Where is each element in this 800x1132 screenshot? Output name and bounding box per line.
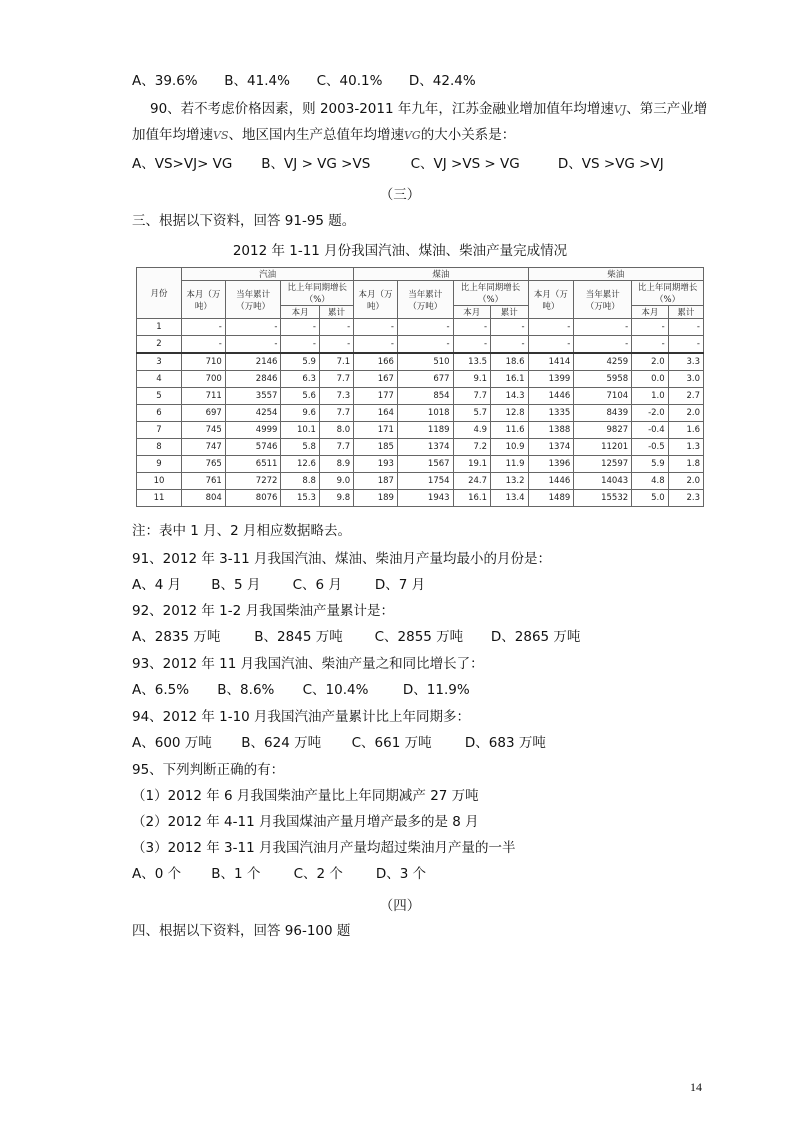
kerosene-growth-cumulative-cell: 13.2 [491,473,528,490]
q90-text-e: 的大小关系是： [420,127,516,143]
table-row [137,353,704,371]
q92-option-a: A、2835 万吨 [132,629,221,645]
q92-question: 92、2012 年 1-2 月我国柴油产量累计是： [132,603,394,619]
gasoline-growth-month-cell: 5.9 [281,353,320,371]
diesel-month-cell: - [528,319,574,336]
gasoline-growth-cumulative-cell: - [319,335,353,353]
kerosene-growth-cumulative-cell: 11.6 [491,422,528,439]
gasoline-growth-month-cell: 8.8 [281,473,320,490]
kerosene-cumulative-cell: 854 [397,388,453,405]
month-cell: 9 [137,456,182,473]
gasoline-growth-month-header: 本月 [281,306,320,319]
gasoline-month-cell: 761 [182,473,226,490]
diesel-cumulative-cell: 12597 [574,456,632,473]
kerosene-month-cell: 167 [354,371,398,388]
table-row [137,489,704,506]
gasoline-growth-month-cell: - [281,319,320,336]
q94-option-c: C、661 万吨 [351,735,432,751]
q90-question-line2 [132,126,515,145]
diesel-growth-month-cell: 4.8 [632,473,669,490]
q93-option-b: B、8.6% [217,682,275,698]
month-cell: 1 [137,319,182,336]
gasoline-growth-cumulative-header: 累计 [319,306,353,319]
gasoline-month-cell: - [182,319,226,336]
diesel-month-cell: 1374 [528,439,574,456]
kerosene-month-cell: 166 [354,353,398,371]
kerosene-growth-cumulative-cell: - [491,319,528,336]
kerosene-growth-month-cell: 7.7 [453,388,490,405]
kerosene-growth-month-cell: 9.1 [453,371,490,388]
kerosene-month-cell: 187 [354,473,398,490]
gasoline-cumulative-cell: 4999 [225,422,281,439]
month-cell: 11 [137,489,182,506]
section3-intro: 三、根据以下资料，回答 91-95 题。 [132,213,356,229]
gasoline-growth-month-cell: 10.1 [281,422,320,439]
q93-options [132,681,470,699]
kerosene-cumulative-cell: 1567 [397,456,453,473]
diesel-month-cell: 1414 [528,353,574,371]
month-cell: 7 [137,422,182,439]
q90-text-c: 加值年均增速 [132,127,213,143]
q91-option-d: D、7 月 [374,577,426,593]
diesel-cumulative-cell: 8439 [574,405,632,422]
gasoline-growth-cumulative-cell: 7.7 [319,439,353,456]
diesel-month-cell: 1489 [528,489,574,506]
kerosene-cumulative-cell: - [397,335,453,353]
kerosene-growth-cumulative-cell: 16.1 [491,371,528,388]
production-table [136,267,704,507]
diesel-growth-month-cell: 5.9 [632,456,669,473]
gasoline-month-cell: 710 [182,353,226,371]
diesel-growth-month-cell: - [632,335,669,353]
diesel-cumulative-cell: 11201 [574,439,632,456]
vj-symbol: VJ [613,103,627,116]
month-cell: 8 [137,439,182,456]
kerosene-month-cell: 177 [354,388,398,405]
kerosene-cumulative-cell: 1189 [397,422,453,439]
table-row [137,439,704,456]
kerosene-growth-month-cell: 19.1 [453,456,490,473]
diesel-month-cell: 1446 [528,388,574,405]
gasoline-growth-cumulative-cell: 9.8 [319,489,353,506]
gasoline-cumulative-cell: - [225,319,281,336]
kerosene-growth-cumulative-cell: 18.6 [491,353,528,371]
q89-option-b: B、41.4% [224,73,290,89]
q90-option-b: B、VJ > VG >VS [261,156,371,172]
diesel-growth-cumulative-cell: 2.0 [668,473,703,490]
kerosene-growth-cumulative-header: 累计 [491,306,528,319]
diesel-cumulative-cell: - [574,319,632,336]
diesel-growth-month-cell: 2.0 [632,353,669,371]
gasoline-month-cell: 700 [182,371,226,388]
diesel-cumulative-cell: - [574,335,632,353]
diesel-growth-cumulative-cell: 3.3 [668,353,703,371]
kerosene-month-output-header: 本月（万吨） [354,281,398,319]
q91-options [132,576,425,594]
q95-question: 95、下列判断正确的有： [132,762,285,778]
diesel-month-cell: - [528,335,574,353]
gasoline-growth-cumulative-cell: 7.1 [319,353,353,371]
q90-text-d: 、地区国内生产总值年均增速 [228,127,404,143]
diesel-growth-month-cell: - [632,319,669,336]
q95-statement-2: （2）2012 年 4-11 月我国煤油产量月增产最多的是 8 月 [132,814,479,830]
table-row [137,456,704,473]
gasoline-growth-month-cell: 9.6 [281,405,320,422]
diesel-growth-month-cell: -0.4 [632,422,669,439]
q90-options [132,155,664,173]
gasoline-growth-cumulative-cell: - [319,319,353,336]
vs-symbol: VS [213,129,229,142]
diesel-month-output-header: 本月（万吨） [528,281,574,319]
kerosene-month-cell: - [354,319,398,336]
month-cell: 10 [137,473,182,490]
gasoline-month-cell: - [182,335,226,353]
gasoline-growth-month-cell: 5.6 [281,388,320,405]
q91-question: 91、2012 年 3-11 月我国汽油、煤油、柴油月产量均最小的月份是： [132,551,552,567]
kerosene-month-cell: 185 [354,439,398,456]
q95-option-b: B、1 个 [211,866,261,882]
kerosene-growth-cumulative-cell: 11.9 [491,456,528,473]
kerosene-month-cell: 189 [354,489,398,506]
diesel-growth-month-cell: 5.0 [632,489,669,506]
diesel-month-cell: 1399 [528,371,574,388]
kerosene-growth-month-cell: 5.7 [453,405,490,422]
diesel-growth-cumulative-cell: 2.7 [668,388,703,405]
table-row [137,422,704,439]
kerosene-header: 煤油 [354,268,528,281]
table-note: 注：表中 1 月、2 月相应数据略去。 [132,523,352,539]
gasoline-growth-month-cell: 5.8 [281,439,320,456]
kerosene-cumulative-cell: 1754 [397,473,453,490]
kerosene-month-cell: 171 [354,422,398,439]
diesel-cumulative-cell: 5958 [574,371,632,388]
gasoline-growth-cumulative-cell: 8.0 [319,422,353,439]
table-row [137,319,704,336]
diesel-growth-cumulative-header: 累计 [668,306,703,319]
diesel-growth-month-cell: -2.0 [632,405,669,422]
gasoline-growth-cumulative-cell: 7.3 [319,388,353,405]
diesel-cumulative-cell: 7104 [574,388,632,405]
kerosene-month-cell: - [354,335,398,353]
gasoline-growth-cumulative-cell: 8.9 [319,456,353,473]
q90-option-c: C、VJ >VS > VG [410,156,520,172]
q93-option-c: C、10.4% [302,682,369,698]
q95-option-d: D、3 个 [375,866,427,882]
diesel-growth-cumulative-cell: 1.8 [668,456,703,473]
vg-symbol: VG [403,129,421,142]
q91-option-b: B、5 月 [211,577,261,593]
diesel-growth-month-cell: 1.0 [632,388,669,405]
q93-option-d: D、11.9% [402,682,470,698]
kerosene-growth-month-cell: 13.5 [453,353,490,371]
section3-header: （三） [379,187,421,203]
gasoline-cumulative-cell: 2146 [225,353,281,371]
month-cell: 5 [137,388,182,405]
q89-option-d: D、42.4% [408,73,476,89]
q94-option-b: B、624 万吨 [241,735,322,751]
gasoline-growth-month-cell: 15.3 [281,489,320,506]
diesel-growth-month-cell: 0.0 [632,371,669,388]
kerosene-growth-month-cell: 24.7 [453,473,490,490]
q89-option-a: A、39.6% [132,73,198,89]
q94-options [132,734,546,752]
gasoline-cumulative-cell: 7272 [225,473,281,490]
table-row [137,473,704,490]
kerosene-growth-cumulative-cell: - [491,335,528,353]
diesel-cumulative-cell: 4259 [574,353,632,371]
q95-options [132,865,426,883]
gasoline-month-cell: 804 [182,489,226,506]
diesel-cumulative-header: 当年累计（万吨） [574,281,632,319]
kerosene-cumulative-cell: 1943 [397,489,453,506]
diesel-growth-cumulative-cell: 3.0 [668,371,703,388]
diesel-growth-cumulative-cell: 1.6 [668,422,703,439]
kerosene-cumulative-cell: 677 [397,371,453,388]
diesel-growth-cumulative-cell: 2.3 [668,489,703,506]
gasoline-cumulative-cell: 3557 [225,388,281,405]
diesel-growth-header: 比上年同期增长（%） [632,281,704,306]
q89-options [132,72,476,90]
diesel-growth-cumulative-cell: - [668,335,703,353]
diesel-cumulative-cell: 15532 [574,489,632,506]
q90-question-line1 [150,100,707,119]
kerosene-growth-cumulative-cell: 13.4 [491,489,528,506]
gasoline-header: 汽油 [182,268,354,281]
q90-option-a: A、VS>VJ> VG [132,156,233,172]
gasoline-month-cell: 765 [182,456,226,473]
gasoline-cumulative-header: 当年累计（万吨） [225,281,281,319]
q93-option-a: A、6.5% [132,682,190,698]
q95-option-a: A、0 个 [132,866,182,882]
q94-question: 94、2012 年 1-10 月我国汽油产量累计比上年同期多： [132,709,471,725]
gasoline-growth-month-cell: - [281,335,320,353]
diesel-header: 柴油 [528,268,703,281]
gasoline-cumulative-cell: 5746 [225,439,281,456]
q90-text-b: 、第三产业增 [626,101,708,117]
q95-statement-3: （3）2012 年 3-11 月我国汽油月产量均超过柴油月产量的一半 [132,840,516,856]
q92-option-d: D、2865 万吨 [490,629,581,645]
month-cell: 6 [137,405,182,422]
table-body [137,319,704,507]
q94-option-d: D、683 万吨 [464,735,546,751]
diesel-month-cell: 1446 [528,473,574,490]
kerosene-growth-month-header: 本月 [453,306,490,319]
kerosene-month-cell: 164 [354,405,398,422]
month-cell: 3 [137,353,182,371]
kerosene-growth-cumulative-cell: 14.3 [491,388,528,405]
gasoline-cumulative-cell: 8076 [225,489,281,506]
month-cell: 4 [137,371,182,388]
diesel-growth-month-header: 本月 [632,306,669,319]
gasoline-month-cell: 697 [182,405,226,422]
diesel-cumulative-cell: 14043 [574,473,632,490]
q95-statement-1: （1）2012 年 6 月我国柴油产量比上年同期减产 27 万吨 [132,788,479,804]
kerosene-month-cell: 193 [354,456,398,473]
kerosene-growth-cumulative-cell: 10.9 [491,439,528,456]
section4-intro: 四、根据以下资料，回答 96-100 题 [132,923,351,939]
gasoline-cumulative-cell: 4254 [225,405,281,422]
q91-option-c: C、6 月 [292,577,342,593]
gasoline-growth-month-cell: 6.3 [281,371,320,388]
kerosene-growth-month-cell: 7.2 [453,439,490,456]
q95-option-c: C、2 个 [293,866,343,882]
kerosene-cumulative-cell: 510 [397,353,453,371]
page-number: 14 [690,1080,702,1094]
kerosene-growth-header: 比上年同期增长（%） [453,281,528,306]
month-header: 月份 [137,268,182,319]
kerosene-cumulative-header: 当年累计（万吨） [397,281,453,319]
q92-option-c: C、2855 万吨 [374,629,464,645]
table-row [137,405,704,422]
kerosene-cumulative-cell: - [397,319,453,336]
gasoline-growth-header: 比上年同期增长（%） [281,281,354,306]
gasoline-cumulative-cell: - [225,335,281,353]
table-title: 2012 年 1-11 月份我国汽油、煤油、柴油产量完成情况 [232,243,568,259]
diesel-growth-cumulative-cell: 2.0 [668,405,703,422]
kerosene-growth-month-cell: - [453,319,490,336]
diesel-growth-cumulative-cell: 1.3 [668,439,703,456]
q93-question: 93、2012 年 11 月我国汽油、柴油产量之和同比增长了： [132,656,484,672]
gasoline-month-cell: 745 [182,422,226,439]
q92-options [132,628,580,646]
kerosene-growth-cumulative-cell: 12.8 [491,405,528,422]
diesel-month-cell: 1388 [528,422,574,439]
kerosene-cumulative-cell: 1018 [397,405,453,422]
q89-option-c: C、40.1% [316,73,383,89]
diesel-month-cell: 1335 [528,405,574,422]
gasoline-growth-cumulative-cell: 9.0 [319,473,353,490]
table-row [137,388,704,405]
q90-option-d: D、VS >VG >VJ [557,156,664,172]
kerosene-growth-month-cell: 16.1 [453,489,490,506]
kerosene-growth-month-cell: - [453,335,490,353]
gasoline-month-output-header: 本月（万吨） [182,281,226,319]
kerosene-cumulative-cell: 1374 [397,439,453,456]
gasoline-growth-cumulative-cell: 7.7 [319,371,353,388]
kerosene-growth-month-cell: 4.9 [453,422,490,439]
diesel-month-cell: 1396 [528,456,574,473]
diesel-growth-month-cell: -0.5 [632,439,669,456]
gasoline-month-cell: 711 [182,388,226,405]
gasoline-month-cell: 747 [182,439,226,456]
gasoline-cumulative-cell: 6511 [225,456,281,473]
table-row [137,371,704,388]
month-cell: 2 [137,335,182,353]
table-row [137,335,704,353]
q94-option-a: A、600 万吨 [132,735,212,751]
gasoline-growth-month-cell: 12.6 [281,456,320,473]
gasoline-growth-cumulative-cell: 7.7 [319,405,353,422]
q90-text-a: 90、若不考虑价格因素，则 2003-2011 年九年，江苏金融业增加值年均增速 [150,101,614,117]
gasoline-cumulative-cell: 2846 [225,371,281,388]
diesel-cumulative-cell: 9827 [574,422,632,439]
q91-option-a: A、4 月 [132,577,182,593]
section4-header: （四） [379,898,421,914]
q92-option-b: B、2845 万吨 [254,629,343,645]
diesel-growth-cumulative-cell: - [668,319,703,336]
